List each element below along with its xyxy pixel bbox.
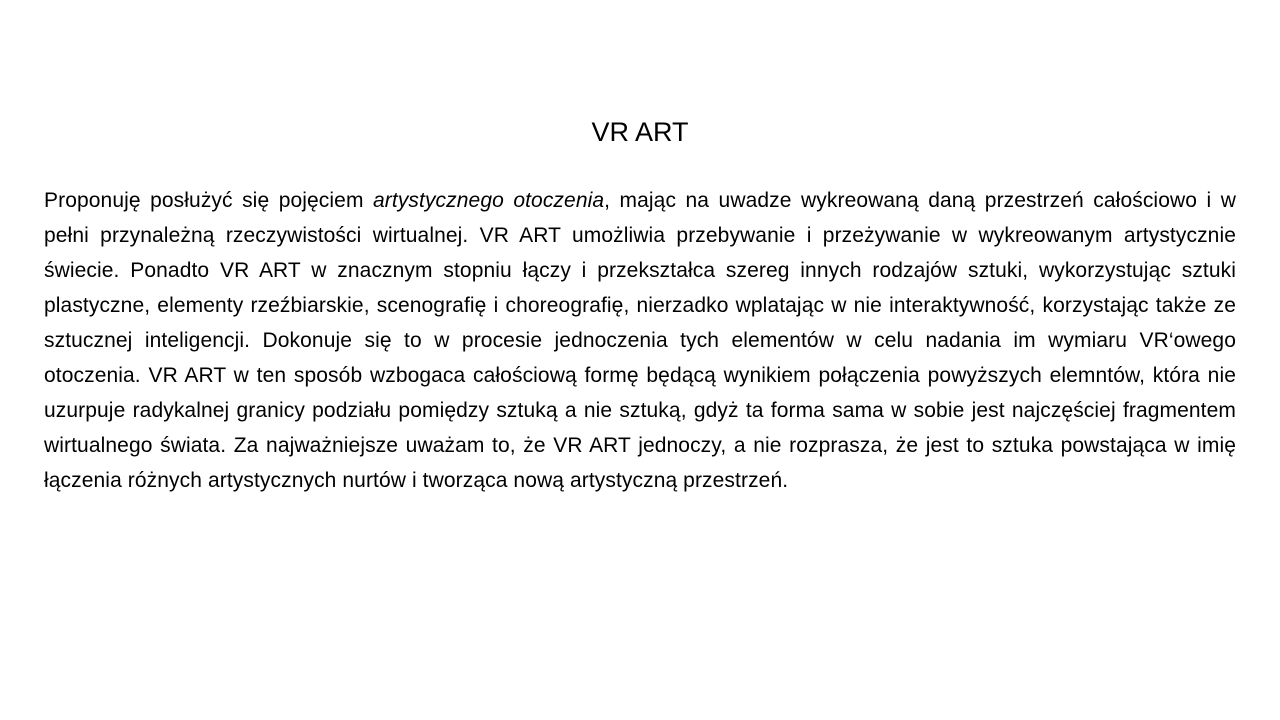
slide-title: VR ART (591, 117, 689, 147)
paragraph-text-start: Proponuję posłużyć się pojęciem (44, 189, 374, 212)
paragraph-italic-term: artystycznego otoczenia (373, 189, 605, 212)
paragraph-text-rest: , mając na uwadze wykreowaną daną przestrzeń całościowo i w pełni przynależną rzeczywistości wirtualnej. VR ART umożliwia przebywanie i przeżywanie w wykreowanym artystycznie świecie. Ponadto VR ART w znacznym stopniu łączy i przekształca szereg innych rodzajów sztuki, wykorzystując sztuki plastyczne, elementy rzeźbiarskie, scenografię i choreografię, nierzadko wplatając w nie interaktywność, korzystając także ze sztucznej inteligencji. Dokonuje się to w procesie jednoczenia tych elementów w celu nadania im wymiaru VR‘owego otoczenia. VR ART w ten sposób wzbogaca całościową formę będącą wynikiem połączenia powyższych elemntów, która nie uzurpuje radykalnej granicy podziału pomiędzy sztuką a nie sztuką, gdyż ta forma sama w sobie jest najczęściej fragmentem wirtualnego świata. Za najważniejsze uważam to, że VR ART jednoczy, a nie rozprasza, że jest to sztuka powstająca w imię łączenia różnych artystycznych nurtów i tworząca nową artystyczną przestrzeń. (44, 189, 1236, 492)
slide-body-paragraph (44, 183, 1236, 498)
